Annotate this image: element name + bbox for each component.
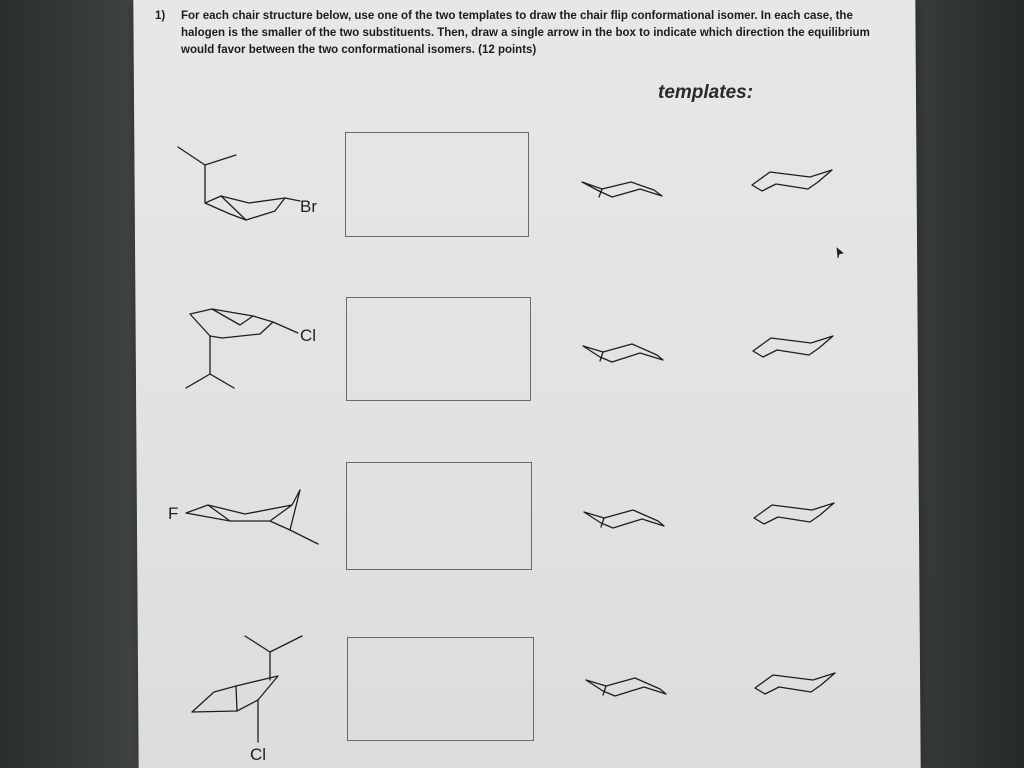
template-right-3 [754,503,834,524]
structure-3-halogen-label: F [168,504,179,523]
template-left-2 [583,344,663,362]
structure-3-chair [186,490,318,544]
structure-2-halogen-label: Cl [300,326,317,345]
templates-label: templates: [658,82,754,103]
question-text: For each chair structure below, use one of the two templates to draw the chair flip conformational isomer. In each case, the halogen is the smaller of the two substituents. Then, draw a single arrow in the box to indicate which direction the equilibrium would favor between the two conformational isomers. (12 points) [181,10,870,56]
structure-2-chair [186,309,298,388]
structure-4-chair [192,636,302,742]
template-right-2 [753,336,833,357]
template-right-4 [755,673,835,694]
template-left-4 [586,678,666,696]
question-number: 1) [155,10,166,22]
structure-1-chair [178,147,300,220]
template-left-1 [582,182,662,197]
structure-1-halogen-label: Br [300,197,317,216]
mouse-cursor-icon [837,248,843,258]
structure-4-halogen-label: Cl [250,745,267,764]
template-left-3 [584,510,664,528]
template-right-1 [752,170,832,191]
